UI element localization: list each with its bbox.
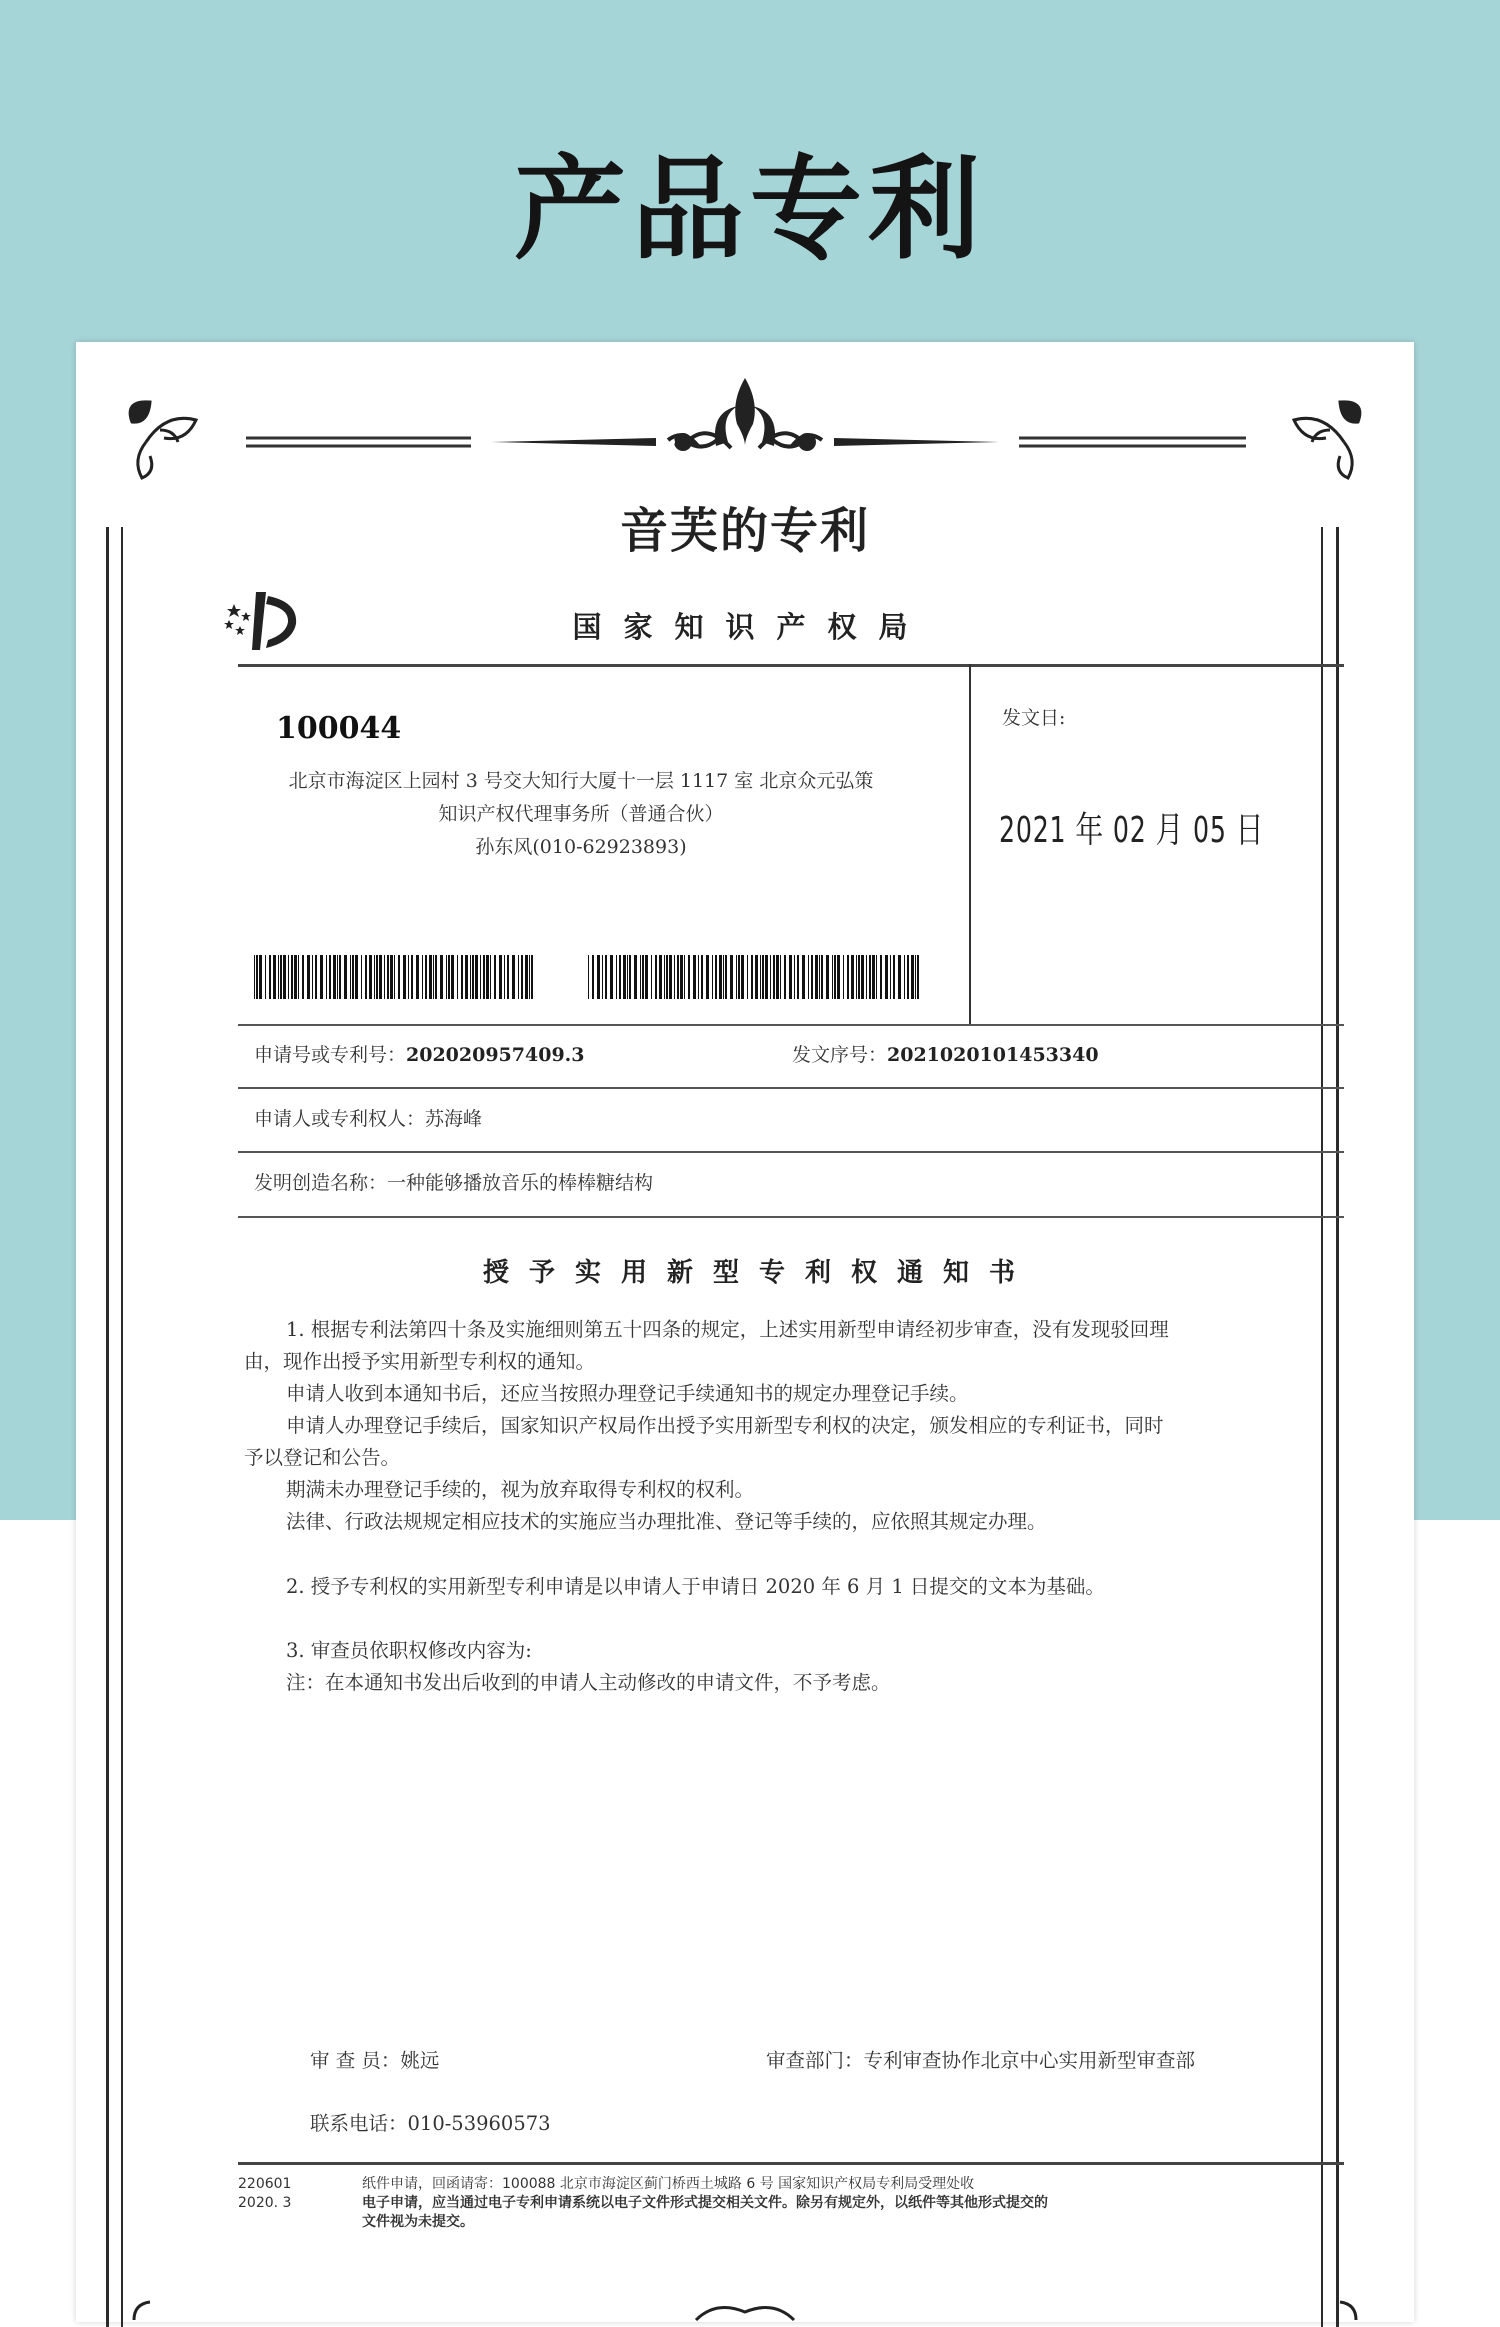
barcode-bar [770,955,771,999]
applicant-row [254,1104,482,1131]
paragraph-1: 1. 根据专利法第四十条及实施细则第五十四条的规定，上述实用新型申请经初步审查，没有发现驳回理 [286,1318,1169,1341]
barcode-bar [847,955,849,999]
cnipa-logo-icon [220,586,310,656]
barcode-bar [762,955,764,999]
barcode-bar [826,955,829,999]
barcode-bar [387,955,389,999]
examination-department: 审查部门：专利审查协作北京中心实用新型审查部 [766,2049,1196,2072]
barcode-bar [898,955,901,999]
barcode-bar [429,955,432,999]
right-border-line-inner [1321,527,1323,2327]
paragraph-3: 申请人办理登记手续后，国家知识产权局作出授予实用新型专利权的决定，颁发相应的专利证书，同时 [286,1414,1164,1437]
barcode-2-icon [588,955,922,999]
barcode-bar [291,955,293,999]
barcode-bar [433,955,434,999]
barcode-bar [684,955,685,999]
barcode-bar [904,955,905,999]
barcode-bar [597,955,600,999]
invention-row [254,1168,653,1195]
barcode-bar [531,955,533,999]
barcode-bar [365,955,367,999]
paragraph-3-cont: 予以登记和公告。 [244,1446,401,1469]
paragraph-5: 法律、行政法规规定相应技术的实施应当办理批准、登记等手续的，应依照其规定办理。 [286,1510,1047,1533]
barcode-bar [811,955,813,999]
invention-label: 发明创造名称： [254,1172,388,1194]
barcode-bar [861,955,864,999]
office-name: 国家知识产权局 [572,610,930,644]
barcode-bar [486,955,489,999]
barcode-bar [435,955,437,999]
paragraph-7: 3. 审查员依职权修改内容为: [286,1639,532,1662]
barcode-bar [669,955,672,999]
barcode-bar [876,955,877,999]
barcode-bar [794,955,795,999]
footer-line-3: 文件视为未提交。 [362,2214,474,2230]
barcode-bar [907,955,909,999]
barcode-bar [642,955,644,999]
barcode-bar [451,955,454,999]
issue-date-label: 发文日: [1002,707,1066,729]
address-line-1: 北京市海淀区上园村 3 号交大知行大厦十一层 1117 室 北京众元弘策 [288,770,874,792]
page-title: 产品专利 [514,145,986,275]
serial-number-label: 发文序号： [792,1044,888,1066]
footer-line-2: 电子申请，应当通过电子专利申请系统以电子文件形式提交相关文件。除另有规定外，以纸件等其他形式提交的 [362,2195,1048,2211]
barcode-bar [278,955,279,999]
barcode-bar [677,955,679,999]
footer-line-1: 纸件申请，回函请寄：100088 北京市海淀区蓟门桥西土城路 6 号 国家知识产权局专利局受理处收 [362,2176,975,2192]
barcode-bar [475,955,478,999]
barcode-bar [885,955,888,999]
barcode-bar [751,955,753,999]
barcode-bar [403,955,406,999]
barcode-bar [376,955,378,999]
divider-row-2 [238,1087,1344,1089]
barcode-bar [693,955,696,999]
barcode-bar [640,955,641,999]
barcode-bar [802,955,805,999]
barcode-bar [490,955,491,999]
barcode-bar [425,955,427,999]
barcode-bar [499,955,502,999]
barcode-bar [760,955,761,999]
barcode-bar [269,955,271,999]
barcode-bar [730,955,733,999]
barcode-bar [416,955,419,999]
ornament-footer [76,2292,1414,2322]
barcode-bar [280,955,282,999]
barcode-bar [592,955,594,999]
barcode-bar [815,955,818,999]
barcode-bar [294,955,297,999]
barcode-bar [446,955,447,999]
barcode-bar [821,955,823,999]
barcode-bar [869,955,871,999]
barcode-bar [832,955,833,999]
barcode-bar [588,955,589,999]
application-number-row [254,1040,585,1067]
barcode-bar [390,955,393,999]
right-border-line [1336,527,1339,2327]
barcode-bar [384,955,385,999]
barcode-bar [521,955,523,999]
barcode-bar [789,955,792,999]
divider-footer [238,2162,1344,2165]
barcode-bar [440,955,443,999]
barcode-bar [350,955,351,999]
paragraph-4: 期满未办理登记手续的，视为放弃取得专利权的权利。 [286,1478,755,1501]
barcode-bar [666,955,668,999]
application-number-label: 申请号或专利号： [254,1044,407,1066]
barcode-bar [765,955,768,999]
barcode-bar [659,955,662,999]
paragraph-6: 2. 授予专利权的实用新型专利申请是以申请人于申请日 2020 年 6 月 1 日提交的文本为基础。 [286,1575,1105,1598]
barcode-bar [398,955,400,999]
document-title: 音芙的专利 [619,503,870,559]
barcode-bar [755,955,758,999]
barcode-bar [337,955,338,999]
divider-top [238,664,1344,667]
patent-document [76,342,1414,2322]
examiner: 审 查 员：姚远 [310,2049,440,2072]
barcode-bar [507,955,509,999]
barcode-bar [797,955,799,999]
barcode-bar [725,955,727,999]
barcode-bar [256,955,258,999]
barcode-bar [344,955,347,999]
barcode-bar [329,955,331,999]
barcode-bar [719,955,722,999]
serial-number-row [792,1040,1099,1067]
barcode-bar [525,955,528,999]
barcode-bar [457,955,458,999]
barcode-bar [893,955,895,999]
barcode-bar [512,955,515,999]
barcode-bar [529,955,530,999]
barcode-bar [843,955,844,999]
barcode-bar [784,955,786,999]
barcode-bar [307,955,310,999]
notice-title: 授予实用新型专利权通知书 [482,1258,1035,1288]
address-line-3: 孙东风(010-62923893) [475,836,687,858]
barcode-bar [408,955,409,999]
barcode-bar [651,955,652,999]
barcode-bar [254,955,255,999]
barcode-bar [688,955,690,999]
barcode-bar [736,955,737,999]
barcode-bar [369,955,372,999]
barcode-bar [629,955,631,999]
barcode-bar [610,955,613,999]
barcode-bar [664,955,665,999]
paragraph-1-cont: 由，现作出授予实用新型专利权的通知。 [244,1350,596,1373]
barcode-bar [483,955,485,999]
barcode-bar [645,955,648,999]
barcode-bar [627,955,628,999]
barcode-bar [352,955,354,999]
corner-flourish-left-icon [130,402,196,478]
barcode-bar [723,955,724,999]
barcode-bar [355,955,358,999]
barcode-bar [361,955,362,999]
barcode-bar [634,955,637,999]
issue-date: 2021 年 02 月 05 日 [999,810,1265,851]
barcode-bar [273,955,276,999]
paragraph-note: 注：在本通知书发出后收到的申请人主动修改的申请文件，不予考虑。 [286,1671,891,1694]
barcode-bar [265,955,266,999]
barcode-bar [379,955,382,999]
invention-name: 一种能够播放音乐的棒棒糖结构 [387,1172,654,1194]
address-line-2: 知识产权代理事务所（普通合伙） [438,803,724,825]
barcode-bar [808,955,809,999]
barcode-bar [915,955,916,999]
barcode-bar [504,955,505,999]
barcode-bar [480,955,481,999]
barcode-bar [706,955,709,999]
barcode-bar [619,955,621,999]
barcode-bar [715,955,717,999]
footer-year: 2020. 3 [238,2195,292,2211]
barcode-bar [326,955,327,999]
barcode-bar [851,955,854,999]
left-border-line [106,527,109,2327]
barcode-bar [288,955,289,999]
barcode-bar [655,955,657,999]
barcode-bar [741,955,744,999]
barcode-bar [701,955,703,999]
barcode-bar [773,955,775,999]
left-border-line-inner [121,527,123,2327]
barcode-bar [470,955,471,999]
barcode-bar [674,955,675,999]
barcode-bar [890,955,891,999]
application-number: 202020957409.3 [406,1044,585,1066]
applicant: 苏海峰 [425,1108,483,1130]
barcode-bar [394,955,395,999]
footer-code: 220601 [238,2176,292,2192]
barcode-bar [312,955,313,999]
serial-number: 2021020101453340 [887,1044,1099,1066]
barcode-bar [776,955,779,999]
barcode-bar [315,955,317,999]
contact-phone: 联系电话：010-53960573 [310,2112,551,2135]
barcode-bar [422,955,423,999]
barcode-bar [880,955,882,999]
barcode-bar [834,955,836,999]
barcode-bar [448,955,450,999]
barcode-bar [518,955,519,999]
applicant-label: 申请人或专利权人： [254,1108,426,1130]
barcode-bar [856,955,857,999]
barcode-bar [747,955,748,999]
barcode-bar [298,955,299,999]
barcode-bar [698,955,699,999]
divider-row-4 [238,1216,1344,1218]
barcode-bar [780,955,781,999]
paragraph-2: 申请人收到本通知书后，还应当按照办理登记手续通知书的规定办理登记手续。 [286,1382,969,1405]
barcode-bar [602,955,603,999]
barcode-bar [738,955,740,999]
barcode-bar [680,955,683,999]
barcode-bar [616,955,617,999]
barcode-bar [333,955,336,999]
barcode-bar [605,955,607,999]
barcode-bar [819,955,820,999]
postcode: 100044 [276,711,402,746]
barcode-bar [472,955,474,999]
barcode-bar [494,955,496,999]
barcode-bar [858,955,860,999]
barcode-bar [917,955,919,999]
barcode-bar [411,955,413,999]
barcode-1-icon [254,955,534,999]
barcode-bar [461,955,463,999]
barcode-bar [712,955,713,999]
barcode-bar [320,955,323,999]
barcode-bar [465,955,468,999]
barcode-bar [837,955,840,999]
divider-vertical [969,664,971,1024]
barcode-bar [872,955,875,999]
barcode-bar [283,955,286,999]
barcode-bar [339,955,341,999]
barcode-bar [623,955,626,999]
barcode-bar [866,955,867,999]
barcode-bar [302,955,304,999]
divider-row-3 [238,1151,1344,1153]
divider-row-1 [238,1024,1344,1026]
barcode-bar [374,955,375,999]
barcode-bar [911,955,914,999]
corner-flourish-right-icon [1294,402,1360,478]
barcode-bar [259,955,262,999]
